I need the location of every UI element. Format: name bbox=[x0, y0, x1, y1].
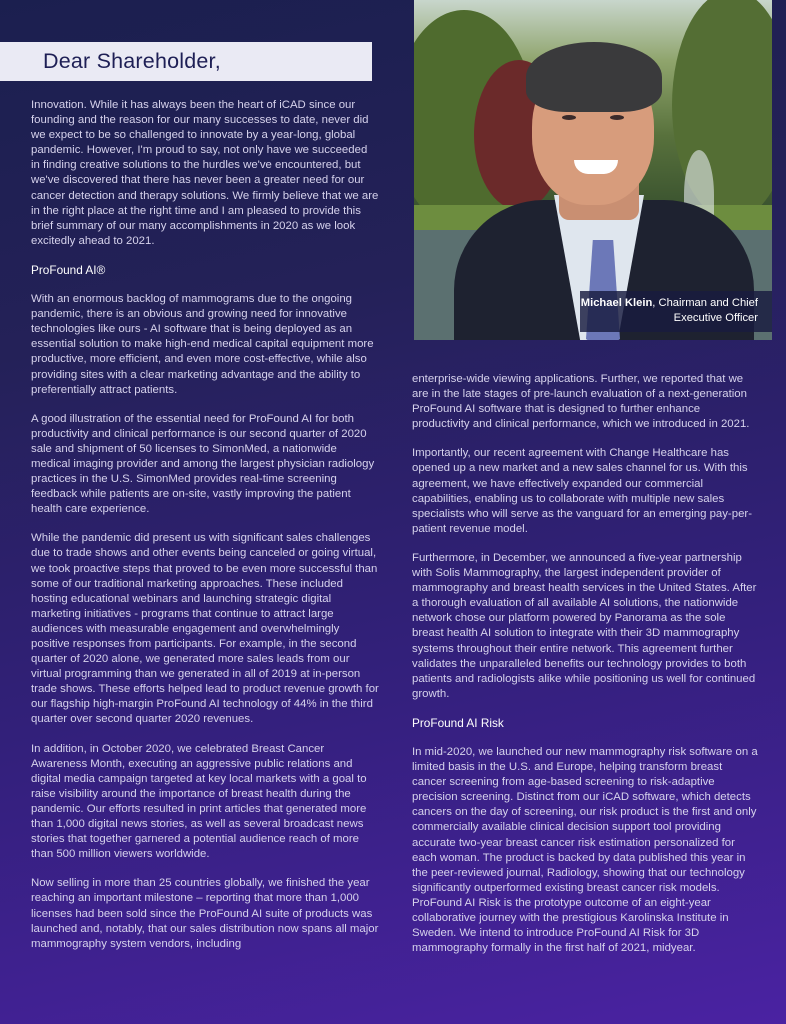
photo-hair bbox=[526, 42, 662, 112]
paragraph: Furthermore, in December, we announced a five-year partnership with Solis Mammography, the largest independent provider of mammography and breast health services in the United States. After a thorough evaluation of all available AI solutions, the nationwide network chose our platform powered by Panorama as the sole breast health AI solution to integrate with their 3D mammography systems throughout their entire network. This agreement further validates the unparalleled benefits our technology provides to both patients and radiologists alike while positioning us well for continued growth. bbox=[412, 551, 757, 700]
paragraph: Innovation. While it has always been the heart of iCAD since our founding and the reason for our many successes to date, never did we expect to be so challenged to innovate by a year-long, global pandemic. However, I'm proud to say, not only have we succeeded in finding creative solutions to the hurdles we've encountered, but we've discovered that there has never been a greater need for our cancer detection and therapy solutions. We firmly believe that we are in the right place at the right time and I am pleased to provide this brief summary of our many accomplishments in 2020 as we look excitedly ahead to 2021. bbox=[31, 99, 379, 247]
paragraph: A good illustration of the essential need for ProFound AI for both productivity and clinical performance is our second quarter of 2020 sale and shipment of 50 licenses to SimonMed, a nationwide medical imaging provider and among the largest physician radiology practices in the U.S. SimonMed provides real-time screening feedback while patients are on-site, vastly improving the patient health care experience. bbox=[31, 412, 375, 516]
photo-caption bbox=[580, 291, 772, 332]
paragraph: In addition, in October 2020, we celebrated Breast Cancer Awareness Month, executing an aggressive public relations and digital media campaign targeted at key local markets with a goal to raise visibility around the importance of breast health during the pandemic. Our efforts resulted in print articles that generated more than 1,000 digital news stories, as well as several broadcast news stories that together garnered a potential audience reach of more than 500 million viewers worldwide. bbox=[31, 742, 367, 861]
photo-eye bbox=[610, 115, 624, 120]
greeting-banner bbox=[0, 42, 372, 81]
caption-role: , Chairman and Chief Executive Officer bbox=[652, 297, 758, 324]
paragraph: Importantly, our recent agreement with Change Healthcare has opened up a new market and a new sales channel for us. With this agreement, we have effectively expanded our commercial capabilities, enabling us to collaborate with multiple new sales specialists who will serve as the vanguard for an emerging pay-per-patient revenue model. bbox=[412, 447, 752, 535]
section-heading: ProFound AI Risk bbox=[412, 715, 504, 730]
right-column bbox=[412, 372, 758, 970]
paragraph: With an enormous backlog of mammograms due to the ongoing pandemic, there is an obvious and growing need for innovative technologies like ours - AI software that is being deployed as an essential solution to make high-end medical capital equipment more productive, more efficient, and even more cost-effective, while also providing sites with a clear marketing advantage and the ability to preferentially attract patients. bbox=[31, 293, 374, 396]
paragraph: enterprise-wide viewing applications. Further, we reported that we are in the late stages of pre-launch evaluation of a next-generation ProFound AI software that is designed to further enhance productivity and clinical performance, which we introduced in 2021. bbox=[412, 373, 750, 431]
letter-greeting: Dear Shareholder, bbox=[43, 49, 221, 73]
photo-eye bbox=[562, 115, 576, 120]
paragraph: Now selling in more than 25 countries globally, we finished the year reaching an important milestone – reporting that more than 1,000 licenses had been sold since the ProFound AI suite of products was launched and, notably, that our sales distribution now spans all major mammography system vendors, including bbox=[31, 877, 379, 950]
left-column bbox=[31, 98, 379, 966]
paragraph: In mid-2020, we launched our new mammography risk software on a limited basis in the U.S. and Europe, helping transform breast cancer screening from age-based screening to risk-adaptive precision screening. Distinct from our iCAD software, which detects cancers on the day of screening, our risk product is the first and only commercially available clinical decision support tool providing accurate two-year breast cancer risk estimation personalized for each woman. The product is backed by data published this year in the peer-reviewed journal, Radiology, showing that our technology significantly outperformed existing breast cancer risk models. ProFound AI Risk is the prototype outcome of an eight-year collaborative journey with the prestigious Karolinska Institute in Sweden. We intend to introduce ProFound AI Risk for 3D mammography formally in the first half of 2021, midyear. bbox=[412, 745, 758, 955]
caption-name: Michael Klein bbox=[580, 297, 653, 309]
section-heading: ProFound AI® bbox=[31, 262, 106, 277]
ceo-photo bbox=[414, 0, 772, 340]
paragraph: While the pandemic did present us with significant sales challenges due to trade shows and other events being canceled or going virtual, we took proactive steps that proved to be even more successful than some of our traditional marketing approaches. These included hosting educational webinars and launching strategic digital marketing initiatives - programs that continue to attract large audiences with measurable engagement and overwhelmingly positive responses from participants. For example, in the second quarter of 2020 alone, we generated more sales leads from our virtual programming than we generated in all of 2019 at in-person trade shows. These efforts helped lead to product revenue growth for our flagship high-margin ProFound AI technology of 44% in the third quarter over second quarter 2020 revenues. bbox=[31, 532, 379, 726]
